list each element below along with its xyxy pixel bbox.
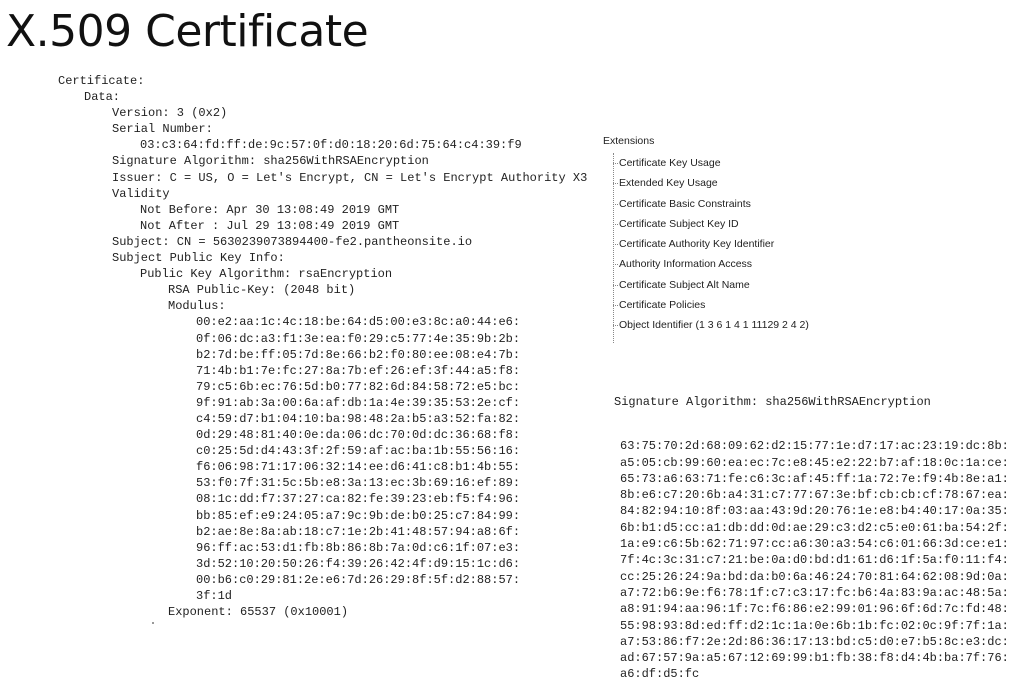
extension-item[interactable]: Certificate Authority Key Identifier xyxy=(613,234,809,254)
extension-item[interactable]: Certificate Policies xyxy=(613,295,809,315)
extensions-list xyxy=(613,153,809,336)
certificate-line: RSA Public-Key: (2048 bit) xyxy=(168,283,356,298)
certificate-line: Version: 3 (0x2) xyxy=(112,106,228,121)
extension-item[interactable]: Certificate Subject Alt Name xyxy=(613,275,809,295)
extension-item[interactable]: Authority Information Access xyxy=(613,254,809,274)
certificate-line: 53:f0:7f:31:5c:5b:e8:3a:13:ec:3b:69:16:ef:89: xyxy=(196,476,521,491)
signature-line: a7:72:b6:9e:f6:78:1f:c7:c3:17:fc:b6:4a:83:9a:ac:48:5a: xyxy=(620,585,1009,600)
signature-line: a6:df:d5:fc xyxy=(620,667,700,682)
certificate-line: Issuer: C = US, O = Let's Encrypt, CN = Let's Encrypt Authority X3 xyxy=(112,170,588,185)
signature-line: 1a:e9:c6:5b:62:71:97:cc:a6:30:a3:54:c6:01:66:3d:ce:e1: xyxy=(620,537,1009,552)
signature-line: a8:91:94:aa:96:1f:7c:f6:86:e2:99:01:96:6f:6d:7c:fd:48: xyxy=(620,602,1009,617)
certificate-line: Not Before: Apr 30 13:08:49 2019 GMT xyxy=(140,202,400,217)
certificate-line: 3d:52:10:20:50:26:f4:39:26:42:4f:d9:15:1c:d6: xyxy=(196,556,521,571)
certificate-line: 0f:06:dc:a3:f1:3e:ea:f0:29:c5:77:4e:35:9b:2b: xyxy=(196,331,521,346)
certificate-line: Exponent: 65537 (0x10001) xyxy=(168,605,349,620)
signature-line: 6b:b1:d5:cc:a1:db:dd:0d:ae:29:c3:d2:c5:e0:61:ba:54:2f: xyxy=(620,520,1009,535)
certificate-line: b2:ae:8e:8a:ab:18:c7:1e:2b:41:48:57:94:a8:6f: xyxy=(196,524,521,539)
extensions-tree xyxy=(603,133,809,336)
signature-line: 84:82:94:10:8f:03:aa:43:9d:20:76:1e:e8:b4:40:17:0a:35: xyxy=(620,504,1009,519)
signature-value xyxy=(614,438,1009,682)
certificate-text-dump xyxy=(58,73,587,620)
stray-dot xyxy=(152,622,154,624)
signature-heading: Signature Algorithm: sha256WithRSAEncryption xyxy=(614,395,931,409)
page-title: X.509 Certificate xyxy=(6,6,369,57)
signature-line: ad:67:57:9a:a5:67:12:69:99:b1:fb:38:f8:d4:4b:ba:7f:76: xyxy=(620,651,1009,666)
signature-block xyxy=(614,366,1009,697)
signature-line: 55:98:93:8d:ed:ff:d2:1c:1a:0e:6b:1b:fc:02:0c:9f:7f:1a: xyxy=(620,618,1009,633)
certificate-line: 08:1c:dd:f7:37:27:ca:82:fe:39:23:eb:f5:f4:96: xyxy=(196,492,521,507)
certificate-line: Public Key Algorithm: rsaEncryption xyxy=(140,267,393,282)
certificate-line: b2:7d:be:ff:05:7d:8e:66:b2:f0:80:ee:08:e4:7b: xyxy=(196,347,521,362)
certificate-line: c4:59:d7:b1:04:10:ba:98:48:2a:b5:a3:52:fa:82: xyxy=(196,411,521,426)
extension-item[interactable]: Extended Key Usage xyxy=(613,173,809,193)
certificate-line: Data: xyxy=(84,90,121,105)
certificate-line: 96:ff:ac:53:d1:fb:8b:86:8b:7a:0d:c6:1f:07:e3: xyxy=(196,540,521,555)
certificate-line: 00:b6:c0:29:81:2e:e6:7d:26:29:8f:5f:d2:88:57: xyxy=(196,572,521,587)
certificate-line: f6:06:98:71:17:06:32:14:ee:d6:41:c8:b1:4b:55: xyxy=(196,460,521,475)
certificate-line: Subject: CN = 5630239073894400-fe2.pantheonsite.io xyxy=(112,234,473,249)
signature-line: 7f:4c:3c:31:c7:21:be:0a:d0:bd:d1:61:d6:1f:5a:f0:11:f4: xyxy=(620,553,1009,568)
signature-line: a5:05:cb:99:60:ea:ec:7c:e8:45:e2:22:b7:af:18:0c:1a:ce: xyxy=(620,455,1009,470)
extension-item[interactable]: Certificate Key Usage xyxy=(613,153,809,173)
certificate-line: Modulus: xyxy=(168,299,226,314)
certificate-line: 00:e2:aa:1c:4c:18:be:64:d5:00:e3:8c:a0:44:e6: xyxy=(196,315,521,330)
certificate-line: Certificate: xyxy=(58,74,145,88)
certificate-line: 9f:91:ab:3a:00:6a:af:db:1a:4e:39:35:53:2e:cf: xyxy=(196,395,521,410)
signature-line: 63:75:70:2d:68:09:62:d2:15:77:1e:d7:17:ac:23:19:dc:8b: xyxy=(620,439,1009,454)
certificate-line: c0:25:5d:d4:43:3f:2f:59:af:ac:ba:1b:55:56:16: xyxy=(196,444,521,459)
signature-line: a7:53:86:f7:2e:2d:86:36:17:13:bd:c5:d0:e7:b5:8c:e3:dc: xyxy=(620,634,1009,649)
extension-item[interactable]: Object Identifier (1 3 6 1 4 1 11129 2 4 2) xyxy=(613,315,809,335)
certificate-line: 79:c5:6b:ec:76:5d:b0:77:82:6d:84:58:72:e5:bc: xyxy=(196,379,521,394)
certificate-line: Validity xyxy=(112,186,170,201)
signature-line: 65:73:a6:63:71:fe:c6:3c:af:45:ff:1a:72:7e:f9:4b:8e:a1: xyxy=(620,471,1009,486)
certificate-line: Signature Algorithm: sha256WithRSAEncryption xyxy=(112,154,429,169)
certificate-line: 71:4b:b1:7e:fc:27:8a:7b:ef:26:ef:3f:44:a5:f8: xyxy=(196,363,521,378)
certificate-line: 0d:29:48:81:40:0e:da:06:dc:70:0d:dc:36:68:f8: xyxy=(196,428,521,443)
extension-item[interactable]: Certificate Basic Constraints xyxy=(613,194,809,214)
certificate-line: Serial Number: xyxy=(112,122,213,137)
certificate-line: Not After : Jul 29 13:08:49 2019 GMT xyxy=(140,218,400,233)
signature-line: cc:25:26:24:9a:bd:da:b0:6a:46:24:70:81:64:62:08:9d:0a: xyxy=(620,569,1009,584)
certificate-line: 3f:1d xyxy=(196,589,233,603)
certificate-line: 03:c3:64:fd:ff:de:9c:57:0f:d0:18:20:6d:75:64:c4:39:f9 xyxy=(140,138,522,153)
extensions-heading: Extensions xyxy=(603,135,655,147)
certificate-line: Subject Public Key Info: xyxy=(112,251,285,266)
certificate-line: bb:85:ef:e9:24:05:a7:9c:9b:de:b0:25:c7:84:99: xyxy=(196,508,521,523)
signature-line: 8b:e6:c7:20:6b:a4:31:c7:77:67:3e:bf:cb:cb:cf:78:67:ea: xyxy=(620,488,1009,503)
extension-item[interactable]: Certificate Subject Key ID xyxy=(613,214,809,234)
